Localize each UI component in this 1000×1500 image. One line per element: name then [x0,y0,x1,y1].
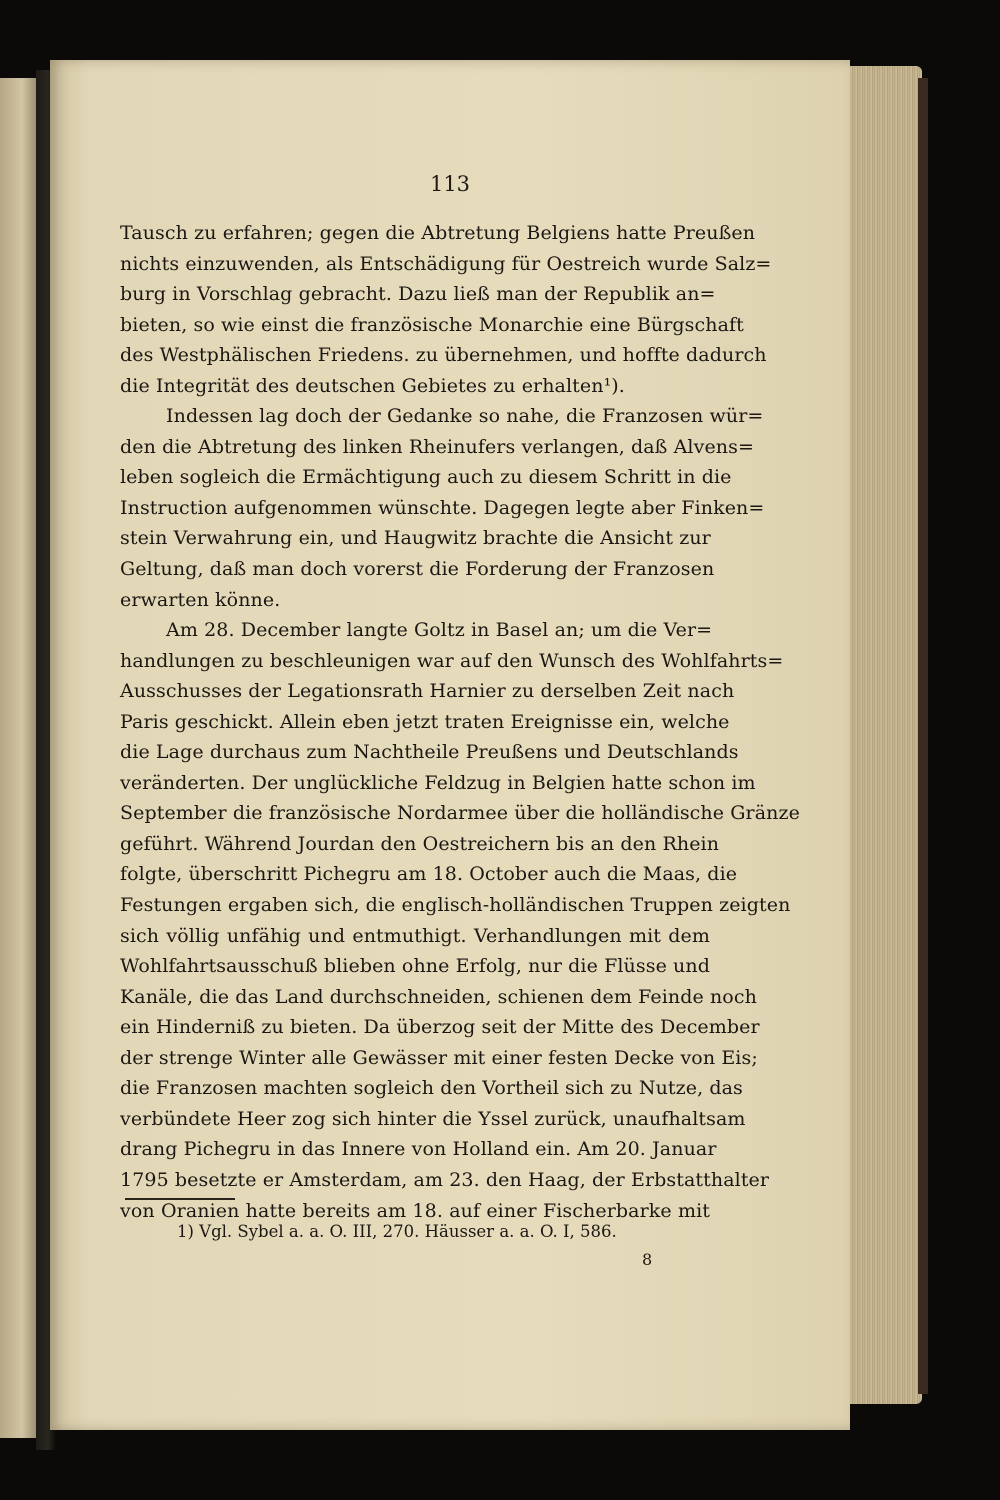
text-line: die Lage durchaus zum Nachtheile Preußens und Deutschlands [120,741,739,764]
text-line: nichts einzuwenden, als Entschädigung für Oestreich wurde Salz= [120,252,772,275]
text-line: Ausschusses der Legationsrath Harnier zu derselben Zeit nach [120,680,735,703]
text-line: die Franzosen machten sogleich den Vortheil sich zu Nutze, das [120,1077,743,1100]
text-line: veränderten. Der unglückliche Feldzug in Belgien hatte schon im [120,771,756,794]
footnote-rule [125,1198,235,1200]
text-line: der strenge Winter alle Gewässer mit einer festen Decke von Eis; [120,1046,758,1069]
text-line: Geltung, daß man doch vorerst die Forderung der Franzosen [120,558,715,581]
text-line: sich völlig unfähig und entmuthigt. Verhandlungen mit dem [120,924,710,947]
page-number: 113 [429,172,471,196]
text-line: Festungen ergaben sich, die englisch-holländischen Truppen zeigten [120,894,791,917]
text-line: Paris geschickt. Allein eben jetzt traten Ereignisse ein, welche [120,710,730,733]
book-page [50,60,850,1430]
footnote: 1) Vgl. Sybel a. a. O. III, 270. Häusser a. a. O. I, 586. [177,1222,617,1241]
page-edges [848,66,922,1404]
text-line: Indessen lag doch der Gedanke so nahe, die Franzosen wür= [166,405,764,428]
text-line: folgte, überschritt Pichegru am 18. October auch die Maas, die [120,863,738,886]
text-line: Am 28. December langte Goltz in Basel an; um die Ver= [166,619,713,642]
text-line: von Oranien hatte bereits am 18. auf einer Fischerbarke mit [120,1199,710,1222]
text-line: handlungen zu beschleunigen war auf den Wunsch des Wohlfahrts= [120,649,784,672]
text-line: des Westphälischen Friedens. zu übernehmen, und hoffte dadurch [120,344,767,367]
printer-signature: 8 [642,1250,653,1269]
text-line: Wohlfahrtsausschuß blieben ohne Erfolg, nur die Flüsse und [120,955,710,978]
text-line: Tausch zu erfahren; gegen die Abtretung Belgiens hatte Preußen [120,222,756,244]
text-line: drang Pichegru in das Innere von Holland ein. Am 20. Januar [120,1138,717,1161]
text-line: Kanäle, die das Land durchschneiden, schienen dem Feinde noch [120,985,757,1008]
body-text [120,218,800,1226]
left-page-edge [0,78,40,1438]
text-line: 1795 besetzte er Amsterdam, am 23. den Haag, der Erbstatthalter [120,1168,770,1191]
text-line: erwarten könne. [120,588,281,611]
cover-edge [918,78,928,1394]
text-line: September die französische Nordarmee über die holländische Gränze [120,802,800,825]
text-line: burg in Vorschlag gebracht. Dazu ließ man der Republik an= [120,283,716,306]
text-line: Instruction aufgenommen wünschte. Dagegen legte aber Finken= [120,496,765,519]
text-line: bieten, so wie einst die französische Monarchie eine Bürgschaft [120,313,744,336]
text-line: den die Abtretung des linken Rheinufers verlangen, daß Alvens= [120,435,754,458]
text-line: die Integrität des deutschen Gebietes zu erhalten¹). [120,374,625,397]
text-line: verbündete Heer zog sich hinter die Yssel zurück, unaufhaltsam [120,1107,746,1130]
text-line: leben sogleich die Ermächtigung auch zu diesem Schritt in die [120,466,732,489]
text-line: stein Verwahrung ein, und Haugwitz brachte die Ansicht zur [120,527,711,550]
text-line: geführt. Während Jourdan den Oestreichern bis an den Rhein [120,832,720,855]
text-line: ein Hinderniß zu bieten. Da überzog seit der Mitte des December [120,1016,760,1039]
